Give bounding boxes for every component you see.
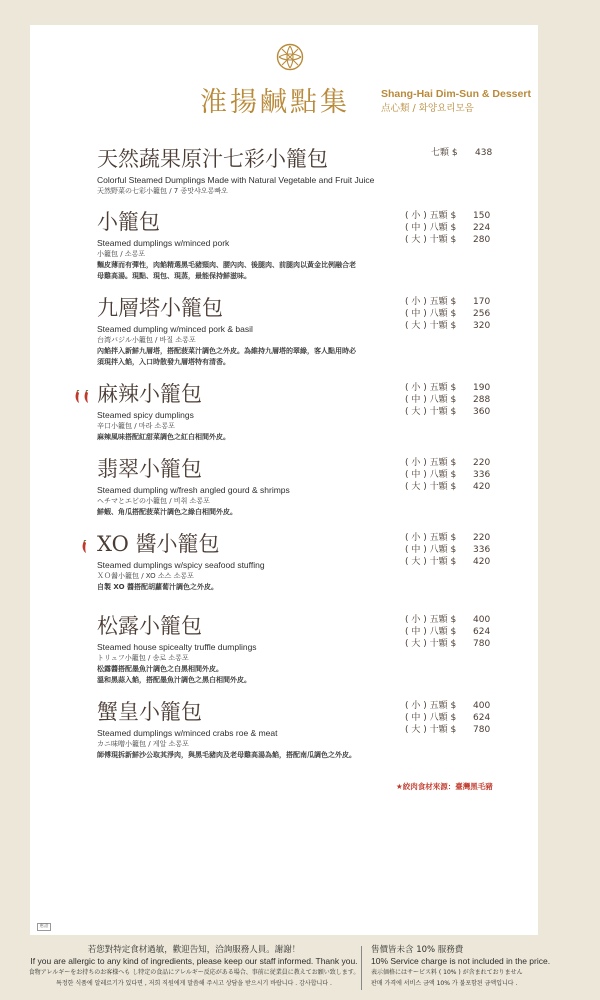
item-translation: ＸＯ醤小籠包 / XO 소스 소롱포: [97, 572, 194, 580]
price-row-small: [405, 296, 515, 308]
allergy-notice-zh: 若您對特定食材過敏，歡迎告知，洽詢服務人員。謝謝！: [87, 945, 301, 955]
item-description: 內餡拌入新鮮九層塔，搭配菠菜汁調色之外皮。為維持九層塔的翠綠，客人點用時必: [97, 347, 356, 355]
menu-item-crab-roe-xiaolongbao: [97, 700, 517, 761]
price-value: 220: [473, 533, 491, 543]
item-name: 天然蔬果原汁七彩小籠包: [97, 147, 328, 171]
price-label: ( 小 ) 五顆 $: [405, 615, 457, 625]
item-name-en: Colorful Steamed Dumplings Made with Natural Vegetable and Fruit Juice: [97, 175, 375, 185]
section-title-en: Shang-Hai Dim-Sun & Dessert: [381, 88, 531, 100]
price-value: 336: [473, 545, 491, 555]
item-name: 九層塔小籠包: [97, 296, 223, 320]
price-list: [405, 532, 515, 568]
menu-item-colorful-dumplings: [97, 147, 517, 197]
item-name-en: Steamed dumplings w/minced crabs roe & meat: [97, 728, 278, 738]
item-description: 鮮蝦、角瓜搭配菠菜汁調色之綠白相間外皮。: [97, 508, 237, 516]
price-row-small: [405, 614, 515, 626]
section-title: 淮揚鹹點集: [200, 87, 350, 118]
price-row-medium: [405, 544, 515, 556]
price-label: ( 大 ) 十顆 $: [405, 482, 457, 492]
item-name: 麻辣小籠包: [97, 382, 202, 406]
item-name: XO 醬小籠包: [97, 532, 220, 556]
item-translation: 天然野菜の七彩小籠包 / 7 종맛샤오롱빠오: [97, 187, 228, 195]
item-translation: トリュフ小籠包 / 송로 소롱포: [97, 654, 189, 662]
price-row-large: [405, 556, 515, 568]
price-value: 224: [473, 223, 491, 233]
item-name-en: Steamed house spicealty truffle dumplings: [97, 642, 257, 652]
price-label: ( 中 ) 八顆 $: [405, 470, 457, 480]
price-label: ( 大 ) 十顆 $: [405, 321, 457, 331]
price-row-small: [405, 382, 515, 394]
item-name: 翡翠小籠包: [97, 457, 202, 481]
item-translation: カニ味噌小籠包 / 게알 소롱포: [97, 740, 189, 748]
price-value: 780: [473, 639, 491, 649]
price-row-large: [405, 481, 515, 493]
allergy-notice-kr: 특정한 식품에 알레르기가 있다면 , 저희 직원에게 말씀해 주시고 상담을 받으시기 바랍니다 . 감사합니다 .: [56, 980, 332, 987]
price-value: 220: [473, 458, 491, 468]
item-description: 師傅現拆新鮮沙公取其淨肉，與黑毛豬肉及老母雞高湯為餡，搭配南瓜調色之外皮。: [97, 751, 356, 759]
price-label: ( 小 ) 五顆 $: [405, 297, 457, 307]
allergy-notice-en: If you are allergic to any kind of ingredients, please keep our staff informed. Thank you.: [30, 956, 358, 966]
item-name-en: Steamed dumpling w/fresh angled gourd & shrimps: [97, 485, 290, 495]
price-label: ( 小 ) 五顆 $: [405, 458, 457, 468]
menu-item-xo-xiaolongbao: [97, 532, 517, 593]
price-label: ( 大 ) 十顆 $: [405, 557, 457, 567]
item-name-en: Steamed dumplings w/minced pork: [97, 238, 230, 248]
price-list: [405, 382, 515, 418]
price-value: 336: [473, 470, 491, 480]
menu-item-truffle-xiaolongbao: [97, 614, 517, 686]
price-label: ( 中 ) 八顆 $: [405, 545, 457, 555]
chili-pepper-icon: [80, 540, 90, 554]
price-value: 400: [473, 701, 491, 711]
item-translation: ヘチマとエビの小籠包 / 비취 소롱포: [97, 497, 210, 505]
price-label: ( 中 ) 八顆 $: [405, 713, 457, 723]
price-row-large: [405, 724, 515, 736]
section-subtitle: 点心類 / 화양요리모음: [381, 103, 474, 114]
allergy-notice: [28, 945, 360, 989]
menu-item-jade-xiaolongbao: [97, 457, 517, 518]
item-translation: 小籠包 / 소롱포: [97, 250, 146, 258]
price-label: ( 大 ) 十顆 $: [405, 639, 457, 649]
price-label: ( 中 ) 八顆 $: [405, 309, 457, 319]
price-list: [405, 614, 515, 650]
price-row-medium: [405, 394, 515, 406]
price-label: ( 小 ) 五顆 $: [405, 383, 457, 393]
price-row-large: [405, 234, 515, 246]
price-value: 280: [473, 235, 491, 245]
lotus-emblem-icon: [276, 43, 304, 71]
item-description: 溫和黑蒜入餡，搭配墨魚汁調色之黑白相間外皮。: [97, 676, 251, 684]
price-value: 624: [473, 713, 491, 723]
item-name-en: Steamed dumpling w/minced pork & basil: [97, 324, 253, 334]
item-translation: 辛口小籠包 / 마라 소롱포: [97, 422, 175, 430]
service-charge-jp: 表示価格にはサービス料 ( 10% ) が含まれておりません: [371, 969, 523, 976]
price-value: 170: [473, 297, 491, 307]
price-row-small: [405, 457, 515, 469]
service-charge-zh: 售價皆未含 10% 服務費: [371, 945, 464, 955]
menu-item-xiaolongbao: [97, 210, 517, 282]
price-row-medium: [405, 222, 515, 234]
price-row-medium: [405, 469, 515, 481]
price-label: ( 中 ) 八顆 $: [405, 395, 457, 405]
price-value: 320: [473, 321, 491, 331]
price-value: 438: [475, 148, 493, 158]
item-name-en: Steamed dumplings w/spicy seafood stuffing: [97, 560, 265, 570]
price-value: 780: [473, 725, 491, 735]
price-value: 288: [473, 395, 491, 405]
price-label: ( 大 ) 十顆 $: [405, 407, 457, 417]
price-label: ( 大 ) 十顆 $: [405, 235, 457, 245]
price-row-large: [405, 638, 515, 650]
price-row-small: [405, 532, 515, 544]
item-description: 母雞高湯。現點、現包、現蒸，最能保持鮮滋味。: [97, 272, 251, 280]
allergy-notice-jp: 食物アレルギーをお持ちのお客様へも し特定の食品にアレルギー反応がある場合、事前に従業員に教えてお願い致します。: [28, 969, 360, 976]
footer-divider: [361, 946, 362, 990]
price-value: 624: [473, 627, 491, 637]
price-row-large: [405, 406, 515, 418]
price-list: [405, 210, 515, 246]
price-row-medium: [405, 626, 515, 638]
item-description: 麵皮薄而有彈性，肉餡精選黑毛豬頸肉、腰內肉、後腿肉、前腿肉以黃金比例融合老: [97, 261, 356, 269]
chili-pepper-icon: [73, 390, 93, 404]
item-description: 松露醬搭配墨魚汁調色之白黑相間外皮。: [97, 665, 223, 673]
price-row-medium: [405, 308, 515, 320]
item-description: 自製 XO 醬搭配胡蘿蔔汁調色之外皮。: [97, 583, 218, 591]
price-value: 256: [473, 309, 491, 319]
item-name-en: Steamed spicy dumplings: [97, 410, 194, 420]
price-value: 360: [473, 407, 491, 417]
price-label: ( 小 ) 五顆 $: [405, 211, 457, 221]
price-row-large: [405, 320, 515, 332]
language-badge: 惠語: [37, 923, 51, 931]
price-label: ( 大 ) 十顆 $: [405, 725, 457, 735]
service-charge-en: 10% Service charge is not included in the price.: [371, 956, 551, 966]
price-label: ( 中 ) 八顆 $: [405, 627, 457, 637]
price-list: [431, 147, 541, 159]
price-value: 190: [473, 383, 491, 393]
price-label: ( 小 ) 五顆 $: [405, 701, 457, 711]
price-list: [405, 457, 515, 493]
item-name: 松露小籠包: [97, 614, 202, 638]
price-value: 420: [473, 557, 491, 567]
item-translation: 台湾バジル小籠包 / 바질 소롱포: [97, 336, 196, 344]
menu-item-basil-xiaolongbao: [97, 296, 517, 368]
meat-source-note: ★絞肉食材來源：臺灣黑毛豬: [396, 782, 493, 791]
service-charge-kr: 판매 가격에 서비스 금액 10% 가 불포함된 금액입니다 .: [371, 980, 518, 987]
item-name: 小籠包: [97, 210, 160, 234]
item-name: 蟹皇小籠包: [97, 700, 202, 724]
price-row-medium: [405, 712, 515, 724]
price-list: [405, 296, 515, 332]
price-value: 400: [473, 615, 491, 625]
price-row: [431, 147, 541, 159]
item-description: 須現拌入餡，入口時散發九層塔特有清香。: [97, 358, 230, 366]
price-value: 150: [473, 211, 491, 221]
price-label: ( 小 ) 五顆 $: [405, 533, 457, 543]
item-description: 麻辣風味搭配紅甜菜調色之紅白相間外皮。: [97, 433, 230, 441]
price-list: [405, 700, 515, 736]
service-charge-notice: [371, 945, 596, 989]
price-row-small: [405, 210, 515, 222]
price-label: 七顆 $: [431, 148, 458, 158]
menu-item-spicy-xiaolongbao: [97, 382, 517, 443]
price-label: ( 中 ) 八顆 $: [405, 223, 457, 233]
price-row-small: [405, 700, 515, 712]
price-value: 420: [473, 482, 491, 492]
